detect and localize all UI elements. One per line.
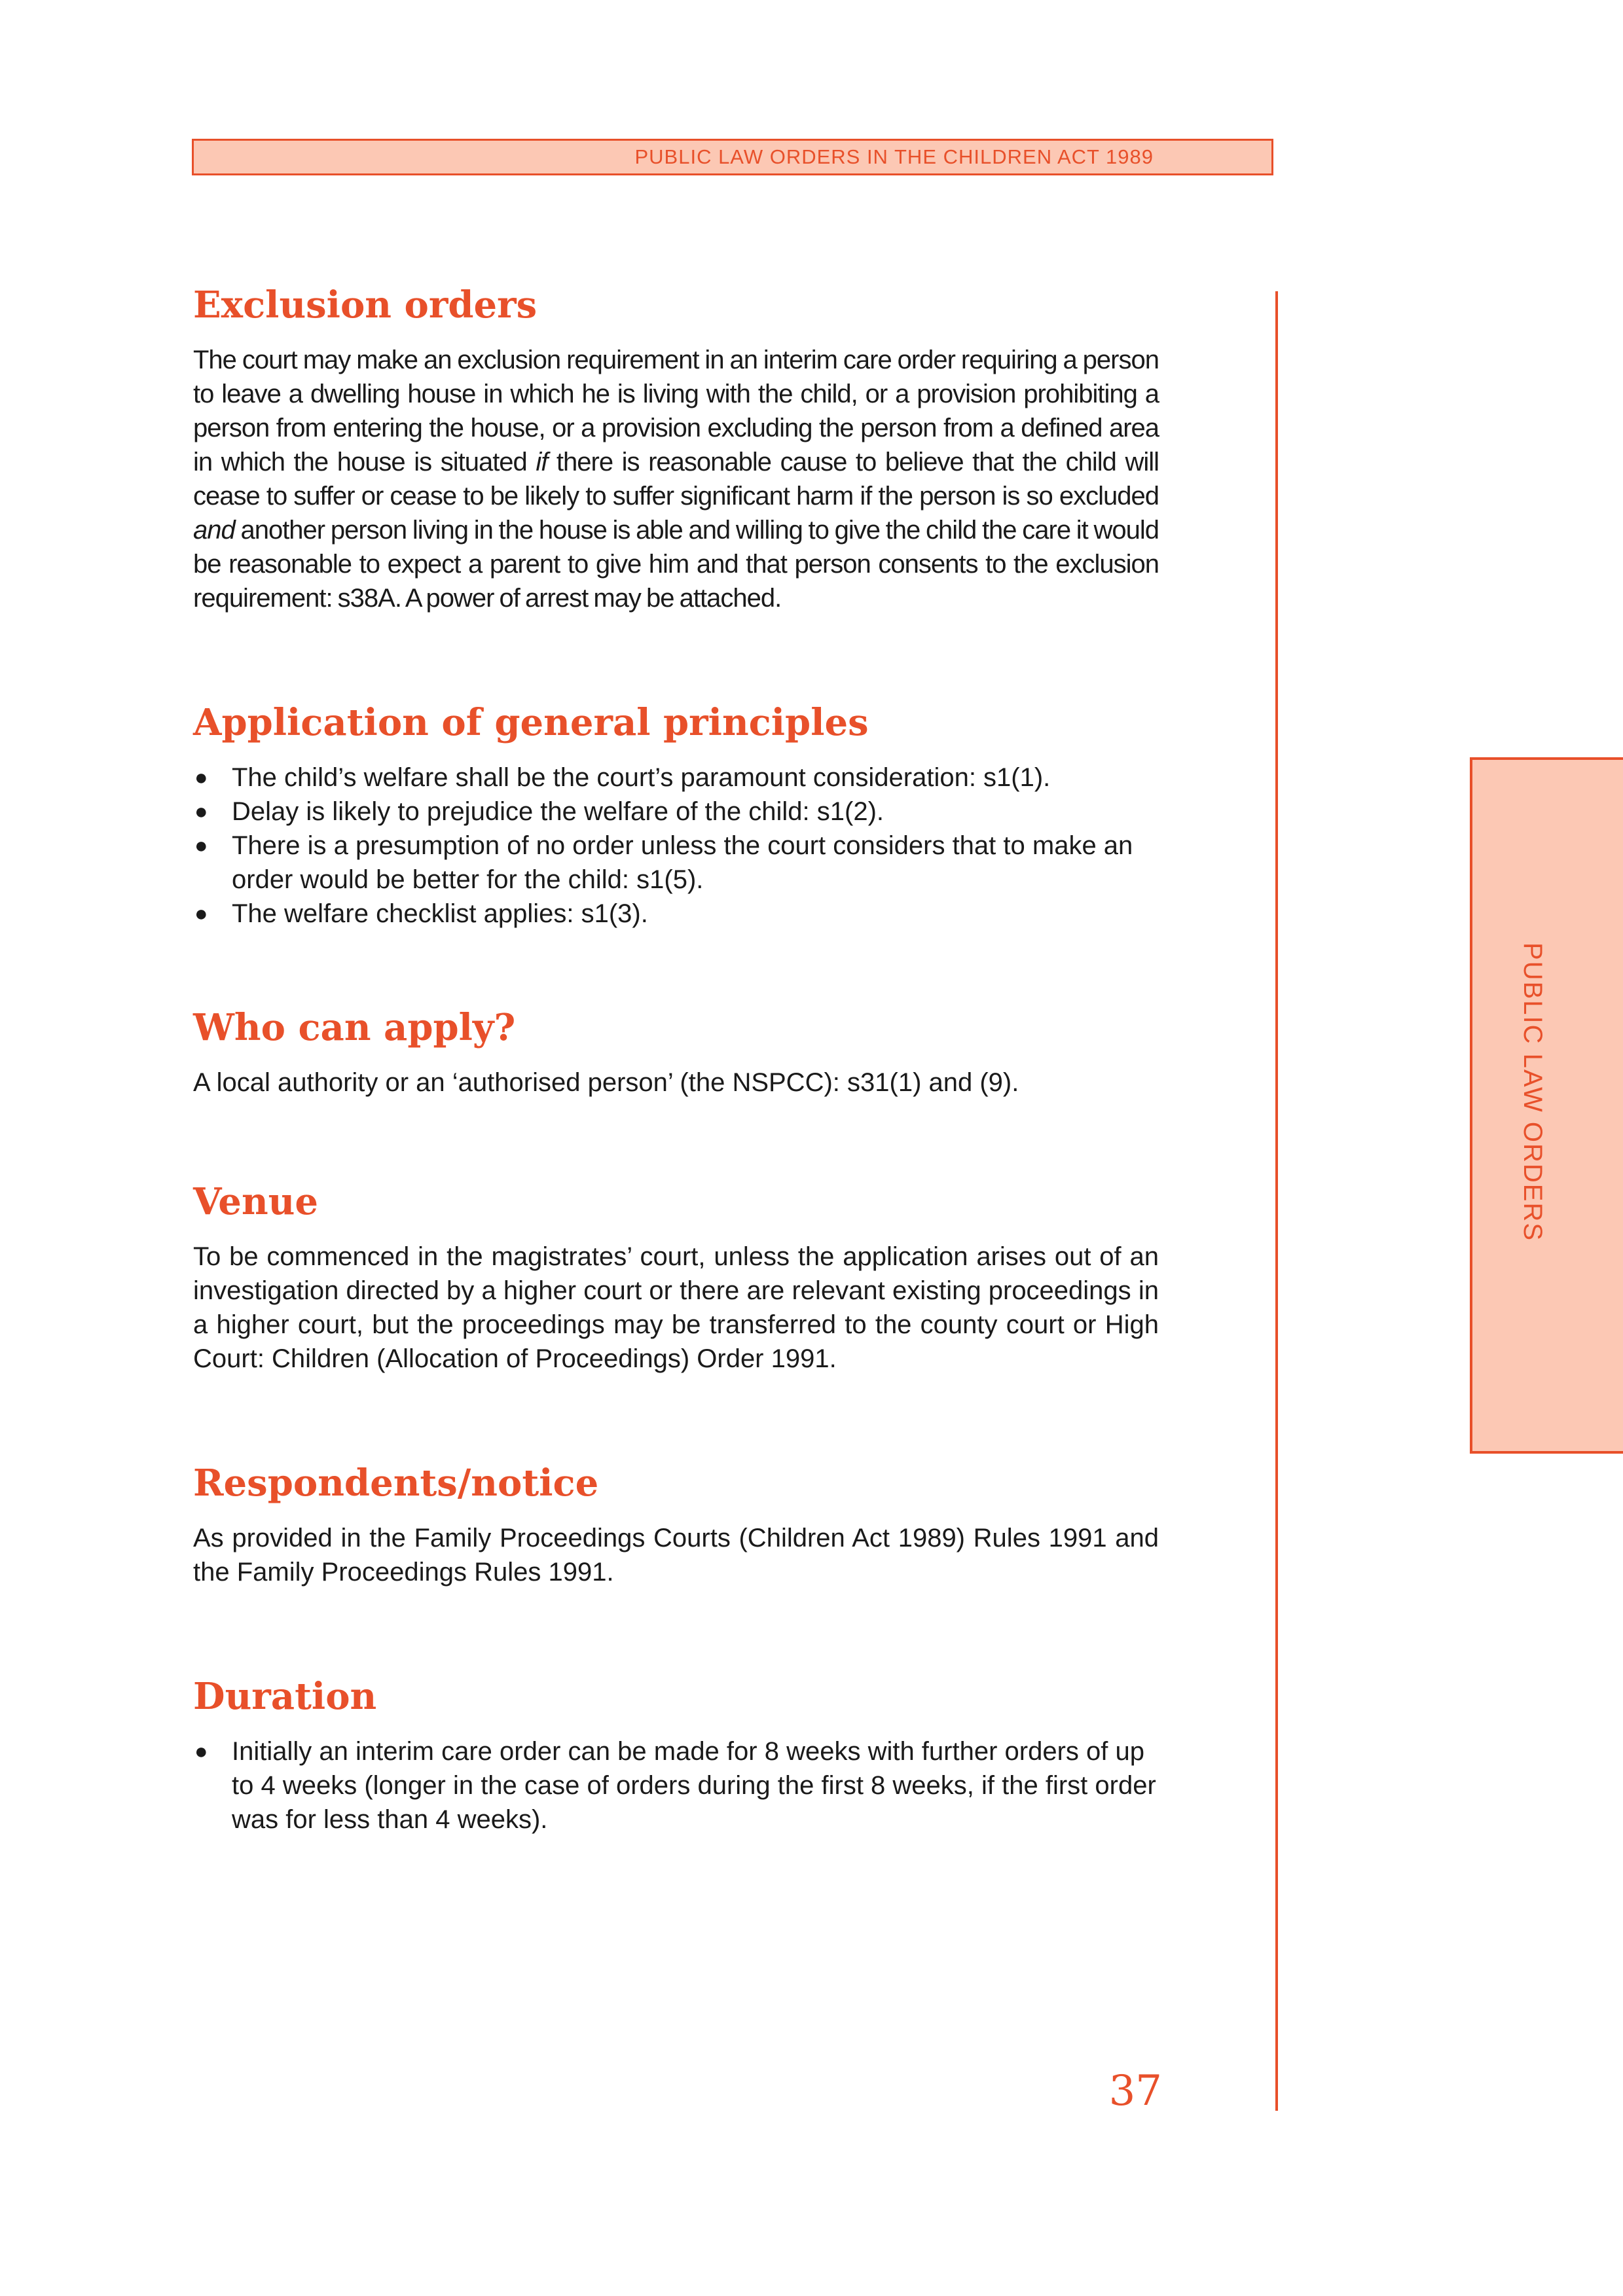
exclusion-text-2: there is reasonable cause to believe that the child will cease to suffer or cease to be likely to suffer significant harm if the person is so excluded xyxy=(193,448,1159,511)
list-item xyxy=(193,761,1159,795)
page-content xyxy=(193,281,1159,1837)
side-tab-label: PUBLIC LAW ORDERS xyxy=(1518,942,1547,1242)
page-number: 37 xyxy=(1108,2067,1162,2115)
bullet-icon: ● xyxy=(194,765,208,790)
who-can-apply-paragraph: A local authority or an ‘authorised person’ (the NSPCC): s31(1) and (9). xyxy=(193,1068,1019,1097)
list-item xyxy=(193,897,1159,931)
list-item-text: The child’s welfare shall be the court’s paramount consideration: s1(1). xyxy=(232,763,1051,792)
general-principles-list xyxy=(193,761,1159,931)
list-item xyxy=(193,829,1159,897)
exclusion-orders-paragraph xyxy=(193,343,1159,615)
duration-list xyxy=(193,1734,1159,1837)
margin-rule xyxy=(1275,291,1278,2111)
heading-general-principles: Application of general principles xyxy=(193,701,869,744)
exclusion-emph-if: if xyxy=(536,448,548,476)
heading-venue: Venue xyxy=(193,1180,318,1223)
respondents-paragraph: As provided in the Family Proceedings Courts (Children Act 1989) Rules 1991 and the Family Proceedings Rules 1991. xyxy=(193,1524,1159,1587)
heading-who-can-apply: Who can apply? xyxy=(193,1006,516,1049)
list-item-text: Delay is likely to prejudice the welfare of the child: s1(2). xyxy=(232,797,884,826)
exclusion-text-1: The court may make an exclusion requirement in an interim care order requiring a person to leave a dwelling house in which he is living with the child, or a provision prohibiting a person from entering the house, or a provision excluding the person from a defined area in which the house is situated xyxy=(193,346,1159,476)
exclusion-text-3: another person living in the house is able and willing to give the child the care it would be reasonable to expect a parent to give him and that person consents to the exclusion requirement: s38A. A power of arrest may be attached. xyxy=(193,516,1159,613)
list-item-text: The welfare checklist applies: s1(3). xyxy=(232,899,648,928)
venue-paragraph: To be commenced in the magistrates’ court, unless the application arises out of an investigation directed by a higher court or there are relevant existing proceedings in a higher court, but the proceedings may be transferred to the county court or High Court: Children (Allocation of Proceedings) Order 1991. xyxy=(193,1242,1159,1373)
running-header xyxy=(192,139,1273,175)
list-item-text: Initially an interim care order can be made for 8 weeks with further orders of up to 4 weeks (longer in the case of orders during the first 8 weeks, if the first order was for less than 4 weeks). xyxy=(232,1737,1156,1834)
section-venue xyxy=(193,1178,1159,1376)
heading-respondents: Respondents/notice xyxy=(193,1462,599,1505)
section-general-principles xyxy=(193,699,1159,931)
list-item xyxy=(193,1734,1159,1837)
exclusion-emph-and: and xyxy=(193,516,235,545)
heading-exclusion-orders: Exclusion orders xyxy=(193,283,538,327)
heading-duration: Duration xyxy=(193,1675,377,1718)
list-item-text: There is a presumption of no order unless the court considers that to make an order would be better for the child: s1(5). xyxy=(232,831,1133,894)
section-respondents xyxy=(193,1460,1159,1589)
bullet-icon: ● xyxy=(194,799,208,824)
section-who-can-apply xyxy=(193,1004,1159,1100)
bullet-icon: ● xyxy=(194,1739,208,1764)
list-item xyxy=(193,795,1159,829)
section-exclusion-orders xyxy=(193,281,1159,615)
bullet-icon: ● xyxy=(194,901,208,926)
bullet-icon: ● xyxy=(194,833,208,858)
section-duration xyxy=(193,1673,1159,1837)
running-header-text: PUBLIC LAW ORDERS IN THE CHILDREN ACT 1989 xyxy=(634,145,1154,168)
